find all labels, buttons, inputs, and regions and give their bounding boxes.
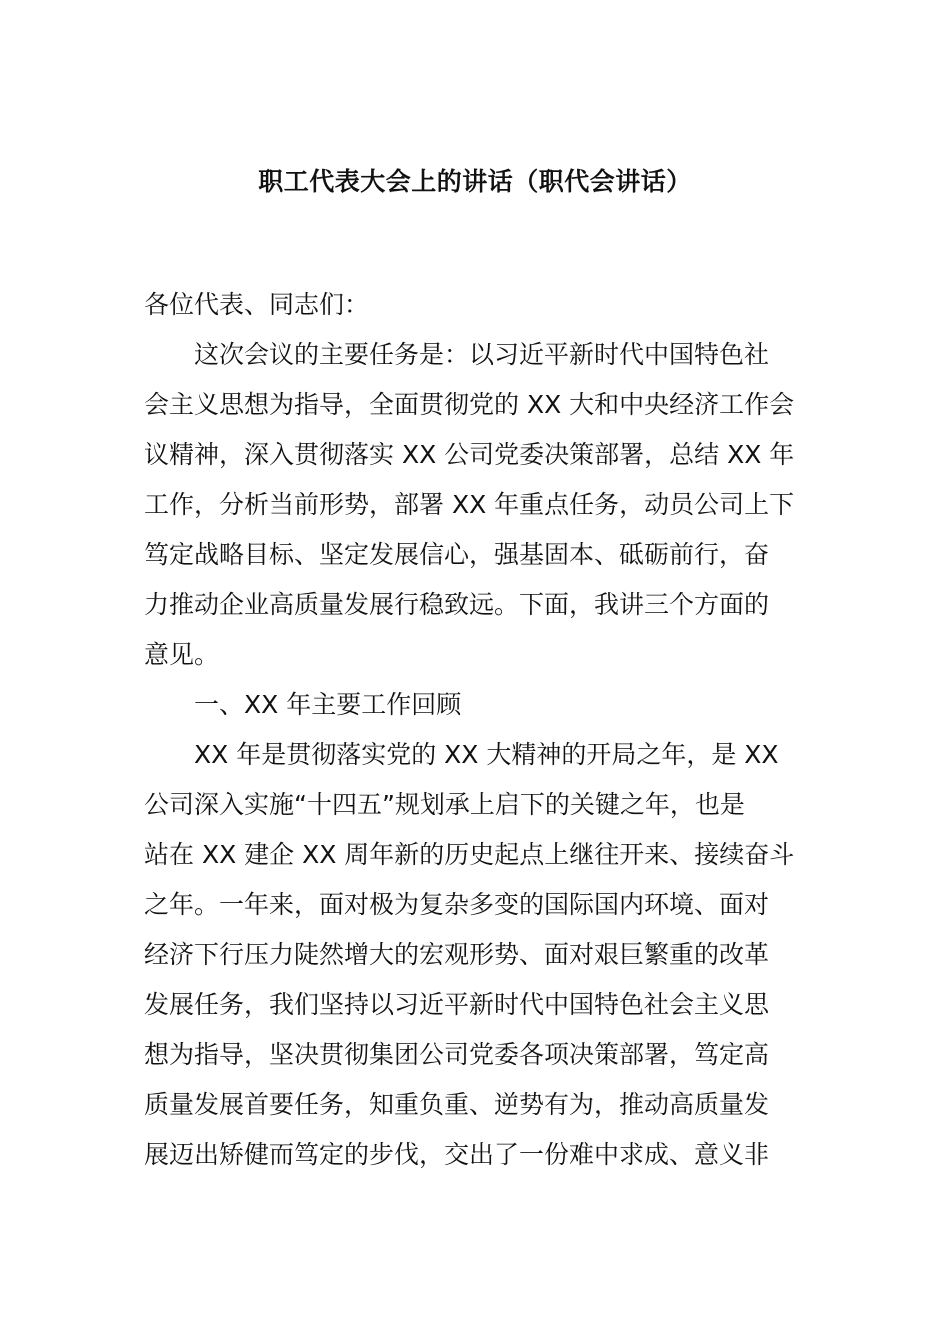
paragraph-line: 笃定战略目标、坚定发展信心，强基固本、砥砺前行，奋 bbox=[144, 540, 770, 569]
paragraph-line: 这次会议的主要任务是：以习近平新时代中国特色社 bbox=[194, 340, 770, 369]
paragraph-line: 质量发展首要任务，知重负重、逆势有为，推动高质量发 bbox=[144, 1090, 770, 1119]
paragraph-line: 展迈出矫健而笃定的步伐，交出了一份难中求成、意义非 bbox=[144, 1140, 770, 1169]
section-heading: 一、XX 年主要工作回顾 bbox=[194, 690, 462, 719]
salutation: 各位代表、同志们： bbox=[144, 290, 370, 319]
paragraph-line: 站在 XX 建企 XX 周年新的历史起点上继往开来、接续奋斗 bbox=[144, 840, 795, 869]
paragraph-line: 工作，分析当前形势，部署 XX 年重点任务，动员公司上下 bbox=[144, 490, 795, 519]
document-body bbox=[144, 280, 808, 1180]
paragraph-line: 力推动企业高质量发展行稳致远。下面，我讲三个方面的 bbox=[144, 590, 770, 619]
paragraph-line: XX 年是贯彻落实党的 XX 大精神的开局之年，是 XX bbox=[194, 740, 779, 769]
paragraph-line: 之年。一年来，面对极为复杂多变的国际国内环境、面对 bbox=[144, 890, 770, 919]
paragraph-line: 公司深入实施“十四五”规划承上启下的关键之年，也是 bbox=[144, 790, 745, 819]
paragraph-line: 经济下行压力陡然增大的宏观形势、面对艰巨繁重的改革 bbox=[144, 940, 770, 969]
document-title: 职工代表大会上的讲话（职代会讲话） bbox=[258, 167, 692, 196]
paragraph-line: 想为指导，坚决贯彻集团公司党委各项决策部署，笃定高 bbox=[144, 1040, 770, 1069]
paragraph-line: 意见。 bbox=[144, 640, 220, 669]
paragraph-line: 发展任务，我们坚持以习近平新时代中国特色社会主义思 bbox=[144, 990, 770, 1019]
paragraph-line: 会主义思想为指导，全面贯彻党的 XX 大和中央经济工作会 bbox=[144, 390, 795, 419]
paragraph-line: 议精神，深入贯彻落实 XX 公司党委决策部署，总结 XX 年 bbox=[144, 440, 795, 469]
